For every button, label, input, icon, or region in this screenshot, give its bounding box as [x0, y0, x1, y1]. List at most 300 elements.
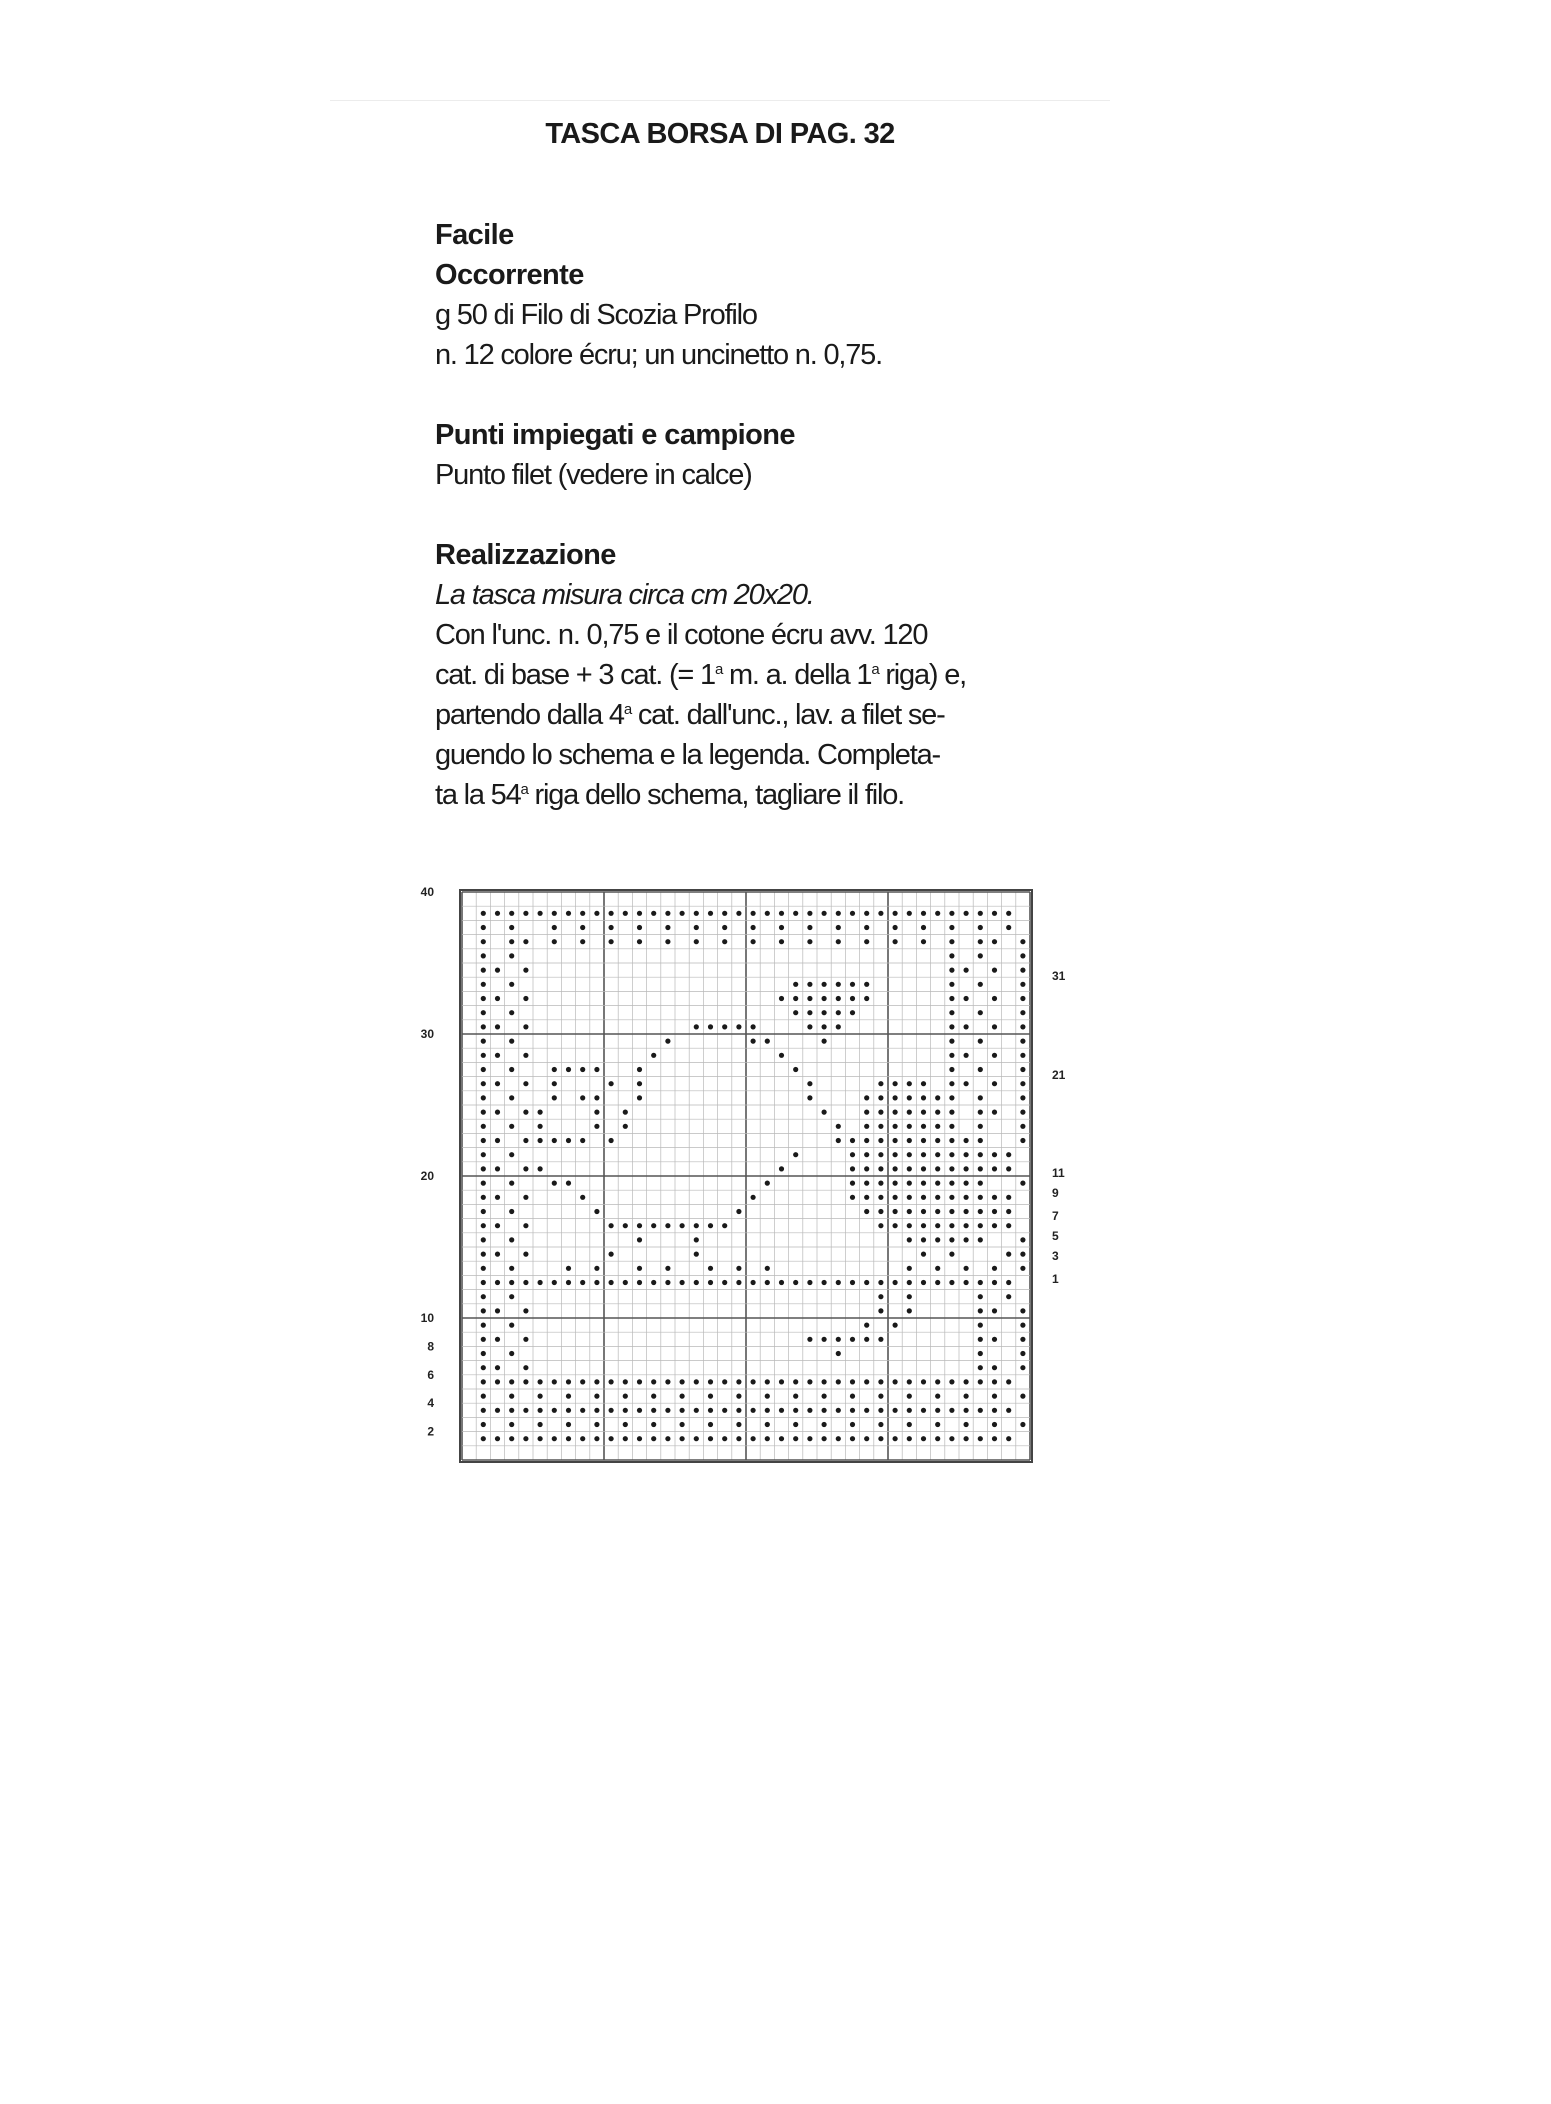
filled-square-mark — [594, 1379, 599, 1384]
filled-square-mark — [1006, 1280, 1011, 1285]
top-divider — [330, 100, 1110, 101]
filled-square-mark — [878, 1166, 883, 1171]
filled-square-mark — [609, 1436, 614, 1441]
filled-square-mark — [509, 1422, 514, 1427]
filled-square-mark — [907, 1379, 912, 1384]
filled-square-mark — [751, 911, 756, 916]
filled-square-mark — [807, 996, 812, 1001]
filled-square-mark — [509, 1181, 514, 1186]
filled-square-mark — [751, 1379, 756, 1384]
filled-square-mark — [893, 1408, 898, 1413]
filled-square-mark — [907, 1181, 912, 1186]
filled-square-mark — [509, 1237, 514, 1242]
filled-square-mark — [1006, 1223, 1011, 1228]
filled-square-mark — [509, 939, 514, 944]
filled-square-mark — [680, 1394, 685, 1399]
filled-square-mark — [864, 1195, 869, 1200]
filled-square-mark — [580, 925, 585, 930]
filled-square-mark — [552, 1379, 557, 1384]
filled-square-mark — [1020, 1252, 1025, 1257]
filled-square-mark — [481, 1010, 486, 1015]
filled-square-mark — [708, 1422, 713, 1427]
filled-square-mark — [921, 1209, 926, 1214]
filled-square-mark — [523, 1223, 528, 1228]
filled-square-mark — [893, 939, 898, 944]
filled-square-mark — [509, 1294, 514, 1299]
filled-square-mark — [935, 1237, 940, 1242]
filled-square-mark — [907, 1422, 912, 1427]
filled-square-mark — [1020, 1365, 1025, 1370]
filled-square-mark — [594, 1095, 599, 1100]
filled-square-mark — [481, 1351, 486, 1356]
filled-square-mark — [935, 1152, 940, 1157]
filled-square-mark — [523, 1081, 528, 1086]
filled-square-mark — [949, 1237, 954, 1242]
filled-square-mark — [949, 1152, 954, 1157]
filled-square-mark — [481, 1053, 486, 1058]
size-note: La tasca misura circa cm 20x20. — [435, 579, 814, 611]
filled-square-mark — [481, 1394, 486, 1399]
filled-square-mark — [822, 1337, 827, 1342]
filled-square-mark — [1020, 1010, 1025, 1015]
filled-square-mark — [878, 1209, 883, 1214]
filled-square-mark — [992, 1209, 997, 1214]
filled-square-mark — [594, 1394, 599, 1399]
filled-square-mark — [694, 925, 699, 930]
filet-chart-svg — [400, 880, 1100, 1439]
filled-square-mark — [949, 1095, 954, 1100]
filled-square-mark — [964, 996, 969, 1001]
filled-square-mark — [722, 1280, 727, 1285]
filled-square-mark — [623, 1394, 628, 1399]
filled-square-mark — [949, 953, 954, 958]
filled-square-mark — [538, 1422, 543, 1427]
filled-square-mark — [878, 1195, 883, 1200]
filled-square-mark — [822, 1422, 827, 1427]
left-row-label: 6 — [427, 1367, 434, 1382]
filled-square-mark — [481, 1195, 486, 1200]
filled-square-mark — [694, 939, 699, 944]
filled-square-mark — [893, 1436, 898, 1441]
filled-square-mark — [907, 1138, 912, 1143]
filled-square-mark — [921, 1195, 926, 1200]
filled-square-mark — [836, 1280, 841, 1285]
filled-square-mark — [1006, 1379, 1011, 1384]
filled-square-mark — [1020, 1181, 1025, 1186]
filled-square-mark — [978, 1436, 983, 1441]
filled-square-mark — [594, 1124, 599, 1129]
filled-square-mark — [665, 1436, 670, 1441]
filled-square-mark — [523, 1110, 528, 1115]
left-row-label: 30 — [420, 1027, 434, 1041]
filled-square-mark — [907, 1408, 912, 1413]
filled-square-mark — [1006, 1436, 1011, 1441]
filled-square-mark — [850, 1422, 855, 1427]
filled-square-mark — [765, 1181, 770, 1186]
filled-square-mark — [992, 996, 997, 1001]
filled-square-mark — [878, 1379, 883, 1384]
instruction-line: cat. di base + 3 cat. (= $1^a$ m. a. della 1$^a$ riga) e, — [435, 659, 966, 691]
filled-square-mark — [509, 1394, 514, 1399]
filled-square-mark — [1006, 1166, 1011, 1171]
filled-square-mark — [495, 1166, 500, 1171]
filled-square-mark — [864, 939, 869, 944]
filled-square-mark — [907, 1195, 912, 1200]
filled-square-mark — [964, 1379, 969, 1384]
filled-square-mark — [949, 1379, 954, 1384]
filled-square-mark — [722, 911, 727, 916]
filled-square-mark — [751, 1195, 756, 1200]
filled-square-mark — [509, 1209, 514, 1214]
filled-square-mark — [964, 968, 969, 973]
filled-square-mark — [807, 1436, 812, 1441]
filled-square-mark — [822, 1280, 827, 1285]
filled-square-mark — [921, 1436, 926, 1441]
filled-square-mark — [878, 1124, 883, 1129]
filled-square-mark — [793, 982, 798, 987]
filled-square-mark — [708, 1379, 713, 1384]
filled-square-mark — [850, 1181, 855, 1186]
filled-square-mark — [978, 1095, 983, 1100]
filled-square-mark — [864, 1166, 869, 1171]
filled-square-mark — [935, 1138, 940, 1143]
filled-square-mark — [523, 1436, 528, 1441]
filled-square-mark — [1006, 1294, 1011, 1299]
filled-square-mark — [793, 1408, 798, 1413]
filled-square-mark — [921, 1181, 926, 1186]
filled-square-mark — [552, 1408, 557, 1413]
filled-square-mark — [523, 1024, 528, 1029]
filled-square-mark — [807, 1081, 812, 1086]
filled-square-mark — [609, 1252, 614, 1257]
filled-square-mark — [949, 968, 954, 973]
filled-square-mark — [992, 1365, 997, 1370]
filled-square-mark — [907, 1308, 912, 1313]
filled-square-mark — [736, 1394, 741, 1399]
filled-square-mark — [580, 1408, 585, 1413]
filled-square-mark — [481, 953, 486, 958]
filled-square-mark — [822, 1394, 827, 1399]
filled-square-mark — [935, 911, 940, 916]
filled-square-mark — [566, 1408, 571, 1413]
filled-square-mark — [935, 1166, 940, 1171]
filled-square-mark — [509, 1067, 514, 1072]
filled-square-mark — [552, 1138, 557, 1143]
filled-square-mark — [893, 911, 898, 916]
filled-square-mark — [481, 1436, 486, 1441]
filled-square-mark — [793, 996, 798, 1001]
filled-square-mark — [523, 1166, 528, 1171]
filled-square-mark — [609, 925, 614, 930]
materials-heading: Occorrente — [435, 259, 584, 291]
filled-square-mark — [552, 1280, 557, 1285]
filled-square-mark — [992, 1110, 997, 1115]
filled-square-mark — [893, 925, 898, 930]
filled-square-mark — [680, 911, 685, 916]
filled-square-mark — [481, 1039, 486, 1044]
filled-square-mark — [893, 1195, 898, 1200]
filled-square-mark — [495, 1223, 500, 1228]
filled-square-mark — [623, 911, 628, 916]
filled-square-mark — [850, 982, 855, 987]
filled-square-mark — [609, 1408, 614, 1413]
filled-square-mark — [779, 1166, 784, 1171]
filled-square-mark — [1020, 939, 1025, 944]
filled-square-mark — [779, 1053, 784, 1058]
filled-square-mark — [722, 939, 727, 944]
filled-square-mark — [765, 1379, 770, 1384]
filled-square-mark — [921, 1280, 926, 1285]
filled-square-mark — [1020, 1024, 1025, 1029]
filled-square-mark — [992, 1152, 997, 1157]
filled-square-mark — [836, 1138, 841, 1143]
filled-square-mark — [495, 1436, 500, 1441]
filled-square-mark — [523, 1365, 528, 1370]
filled-square-mark — [878, 1436, 883, 1441]
filled-square-mark — [907, 1081, 912, 1086]
filled-square-mark — [566, 1138, 571, 1143]
filled-square-mark — [779, 911, 784, 916]
filled-square-mark — [594, 1280, 599, 1285]
filled-square-mark — [594, 911, 599, 916]
filled-square-mark — [495, 1138, 500, 1143]
filled-square-mark — [566, 1394, 571, 1399]
filled-square-mark — [964, 911, 969, 916]
filled-square-mark — [665, 911, 670, 916]
filled-square-mark — [836, 1408, 841, 1413]
filled-square-mark — [509, 1351, 514, 1356]
filled-square-mark — [495, 1280, 500, 1285]
filled-square-mark — [978, 1237, 983, 1242]
filled-square-mark — [751, 1039, 756, 1044]
filled-square-mark — [509, 1039, 514, 1044]
filled-square-mark — [964, 1152, 969, 1157]
filled-square-mark — [680, 1379, 685, 1384]
filled-square-mark — [523, 1408, 528, 1413]
filled-square-mark — [637, 1379, 642, 1384]
filled-square-mark — [481, 1067, 486, 1072]
filled-square-mark — [1006, 1195, 1011, 1200]
filled-square-mark — [751, 1024, 756, 1029]
filled-square-mark — [481, 1024, 486, 1029]
filled-square-mark — [1020, 1266, 1025, 1271]
filled-square-mark — [708, 1024, 713, 1029]
filled-square-mark — [694, 1408, 699, 1413]
filled-square-mark — [949, 1039, 954, 1044]
filled-square-mark — [978, 1379, 983, 1384]
page-title: TASCA BORSA DI PAG. 32 — [545, 118, 895, 150]
filled-square-mark — [609, 1379, 614, 1384]
filled-square-mark — [850, 1280, 855, 1285]
filled-square-mark — [949, 1209, 954, 1214]
filled-square-mark — [978, 1067, 983, 1072]
filled-square-mark — [680, 1280, 685, 1285]
filled-square-mark — [893, 1110, 898, 1115]
filled-square-mark — [651, 1436, 656, 1441]
filled-square-mark — [495, 1308, 500, 1313]
instructions-heading: Realizzazione — [435, 539, 616, 571]
filled-square-mark — [609, 1081, 614, 1086]
filled-square-mark — [992, 1024, 997, 1029]
filled-square-mark — [893, 1223, 898, 1228]
filled-square-mark — [921, 1237, 926, 1242]
filled-square-mark — [978, 911, 983, 916]
filled-square-mark — [495, 996, 500, 1001]
filled-square-mark — [1020, 1422, 1025, 1427]
filled-square-mark — [893, 1095, 898, 1100]
filled-square-mark — [708, 1408, 713, 1413]
filled-square-mark — [893, 1181, 898, 1186]
filled-square-mark — [481, 925, 486, 930]
filled-square-mark — [878, 1294, 883, 1299]
filled-square-mark — [935, 1195, 940, 1200]
filled-square-mark — [964, 1280, 969, 1285]
filled-square-mark — [949, 939, 954, 944]
filled-square-mark — [708, 1394, 713, 1399]
instruction-line: Con l'unc. n. 0,75 e il cotone écru avv. 120 — [435, 619, 928, 651]
filled-square-mark — [822, 996, 827, 1001]
filled-square-mark — [864, 1436, 869, 1441]
filled-square-mark — [978, 1039, 983, 1044]
filled-square-mark — [1020, 1081, 1025, 1086]
filled-square-mark — [864, 911, 869, 916]
filled-square-mark — [509, 1408, 514, 1413]
filled-square-mark — [822, 1110, 827, 1115]
filled-square-mark — [552, 911, 557, 916]
filled-square-mark — [495, 1408, 500, 1413]
filled-square-mark — [509, 1323, 514, 1328]
filled-square-mark — [893, 1124, 898, 1129]
filled-square-mark — [822, 1436, 827, 1441]
filled-square-mark — [637, 1223, 642, 1228]
filled-square-mark — [736, 1379, 741, 1384]
filled-square-mark — [836, 911, 841, 916]
filled-square-mark — [736, 1422, 741, 1427]
filled-square-mark — [893, 1209, 898, 1214]
filled-square-mark — [907, 1110, 912, 1115]
filled-square-mark — [765, 1436, 770, 1441]
stitches-text: Punto filet (vedere in calce) — [435, 459, 752, 491]
filled-square-mark — [637, 1237, 642, 1242]
filled-square-mark — [836, 1124, 841, 1129]
filled-square-mark — [878, 911, 883, 916]
filled-square-mark — [751, 939, 756, 944]
filled-square-mark — [921, 1081, 926, 1086]
filled-square-mark — [552, 1436, 557, 1441]
filled-square-mark — [850, 996, 855, 1001]
stitches-heading: Punti impiegati e campione — [435, 419, 795, 451]
filled-square-mark — [481, 1365, 486, 1370]
filled-square-mark — [907, 1436, 912, 1441]
filled-square-mark — [949, 925, 954, 930]
filled-square-mark — [807, 1095, 812, 1100]
filled-square-mark — [807, 925, 812, 930]
filled-square-mark — [538, 1110, 543, 1115]
filled-square-mark — [921, 1166, 926, 1171]
filled-square-mark — [864, 1110, 869, 1115]
instruction-line: ta la 54$^a$ riga dello schema, tagliare il filo. — [435, 779, 904, 811]
right-row-label: 31 — [1052, 969, 1066, 983]
filled-square-mark — [523, 1138, 528, 1143]
filled-square-mark — [509, 925, 514, 930]
filled-square-mark — [694, 1252, 699, 1257]
filled-square-mark — [921, 1110, 926, 1115]
filled-square-mark — [978, 1166, 983, 1171]
filled-square-mark — [907, 1223, 912, 1228]
filled-square-mark — [665, 1039, 670, 1044]
filled-square-mark — [992, 1394, 997, 1399]
filled-square-mark — [807, 1280, 812, 1285]
filled-square-mark — [594, 1408, 599, 1413]
filled-square-mark — [822, 1408, 827, 1413]
filled-square-mark — [850, 1436, 855, 1441]
filled-square-mark — [907, 1166, 912, 1171]
filled-square-mark — [637, 925, 642, 930]
filled-square-mark — [850, 1138, 855, 1143]
filled-square-mark — [680, 1422, 685, 1427]
filled-square-mark — [523, 996, 528, 1001]
filled-square-mark — [1006, 1252, 1011, 1257]
filled-square-mark — [978, 982, 983, 987]
filled-square-mark — [566, 1379, 571, 1384]
filled-square-mark — [864, 1138, 869, 1143]
filled-square-mark — [566, 1280, 571, 1285]
filled-square-mark — [495, 911, 500, 916]
filled-square-mark — [779, 1408, 784, 1413]
filled-square-mark — [978, 1124, 983, 1129]
filled-square-mark — [651, 1223, 656, 1228]
filled-square-mark — [623, 1436, 628, 1441]
filled-square-mark — [878, 1081, 883, 1086]
filled-square-mark — [722, 1223, 727, 1228]
filled-square-mark — [964, 1166, 969, 1171]
filled-square-mark — [538, 1166, 543, 1171]
filled-square-mark — [964, 1408, 969, 1413]
filled-square-mark — [580, 1138, 585, 1143]
filled-square-mark — [807, 1337, 812, 1342]
filled-square-mark — [509, 982, 514, 987]
filled-square-mark — [694, 1223, 699, 1228]
filled-square-mark — [935, 1095, 940, 1100]
filled-square-mark — [935, 1181, 940, 1186]
filled-square-mark — [793, 1067, 798, 1072]
filled-square-mark — [680, 1408, 685, 1413]
filled-square-mark — [978, 1308, 983, 1313]
filled-square-mark — [878, 1337, 883, 1342]
difficulty-label: Facile — [435, 219, 514, 251]
filled-square-mark — [935, 1422, 940, 1427]
filled-square-mark — [566, 1181, 571, 1186]
filled-square-mark — [538, 1408, 543, 1413]
filled-square-mark — [495, 1081, 500, 1086]
filled-square-mark — [552, 1067, 557, 1072]
filled-square-mark — [949, 1166, 954, 1171]
filled-square-mark — [836, 1024, 841, 1029]
filled-square-mark — [921, 1138, 926, 1143]
filled-square-mark — [807, 1010, 812, 1015]
filled-square-mark — [864, 1124, 869, 1129]
filled-square-mark — [992, 1422, 997, 1427]
filled-square-mark — [736, 1024, 741, 1029]
filled-square-mark — [751, 1436, 756, 1441]
filled-square-mark — [509, 911, 514, 916]
filled-square-mark — [1020, 1337, 1025, 1342]
filled-square-mark — [907, 1266, 912, 1271]
filled-square-mark — [949, 1110, 954, 1115]
filled-square-mark — [481, 996, 486, 1001]
filled-square-mark — [992, 911, 997, 916]
filled-square-mark — [765, 911, 770, 916]
